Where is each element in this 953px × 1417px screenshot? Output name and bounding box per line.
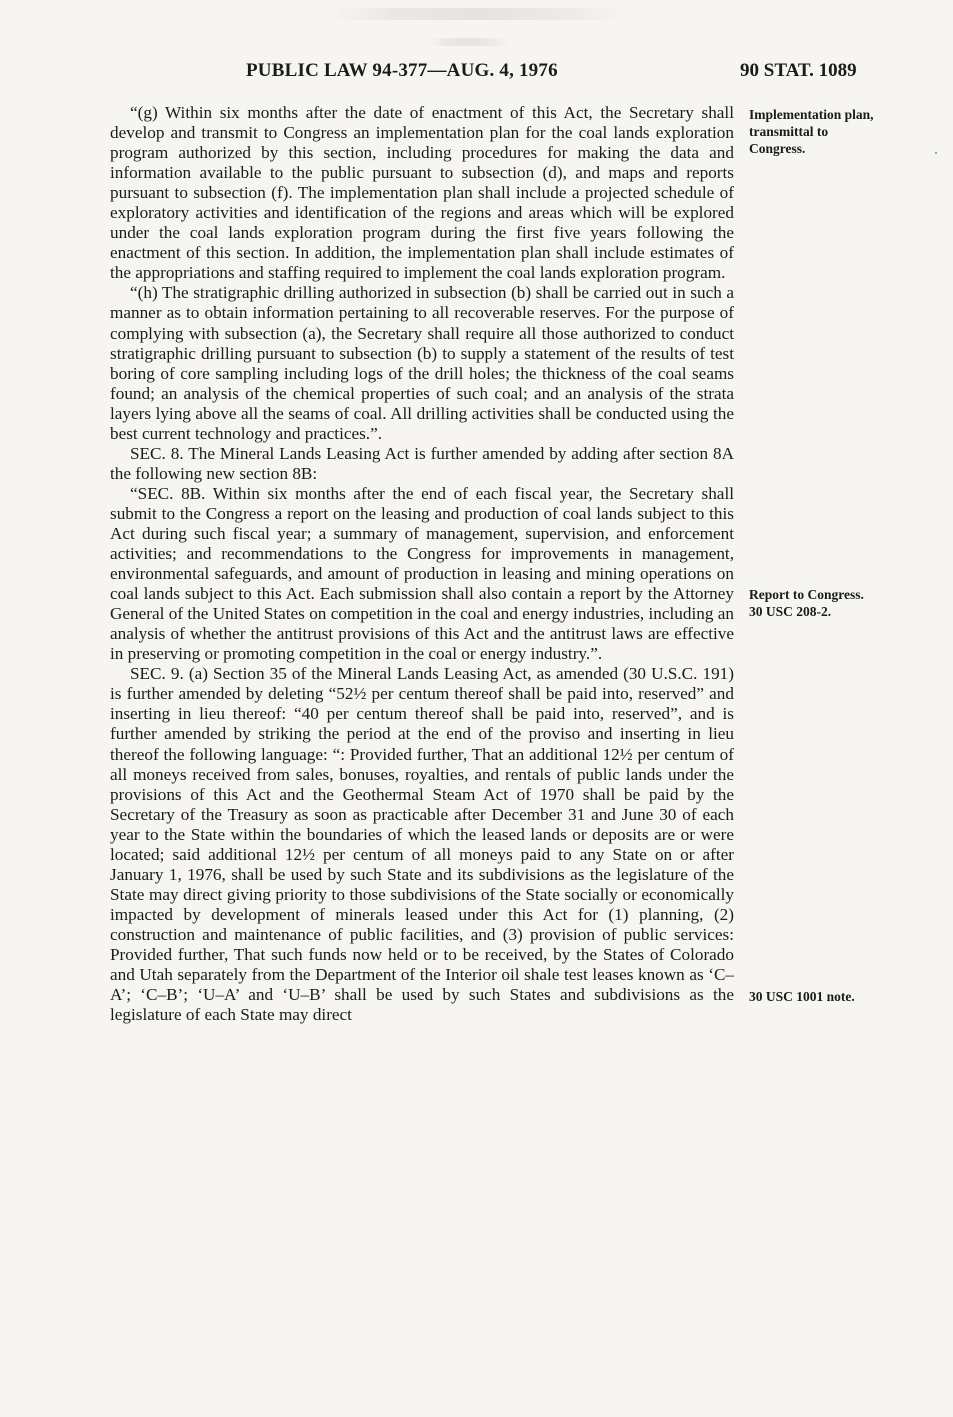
margin-note-report-to-congress: Report to Congress. 30 USC 208-2. (749, 587, 864, 619)
paragraph-h: “(h) The stratigraphic drilling authorized in subsection (b) shall be carried out in such a manner as to obtain information pertaining to all recoverable reserves. For the purpose of complying with subsection (a), the Secretary shall require all those authorized to conduct stratigraphic drilling pursuant to subsection (b) to supply a statement of the results of test boring of core sampling including logs of the drill holes; the thickness of the coal seams found; an analysis of the chemical properties of such coal; and an analysis of the strata layers lying above all the seams of coal. All drilling activities shall be conducted using the best current technology and practices.”. (110, 283, 734, 443)
paragraph-g: “(g) Within six months after the date of enactment of this Act, the Secretary shall develop and transmit to Congress an implementation plan for the coal lands exploration program authorized by this section, including procedures for making the data and information available to the public pursuant to subsection (d), and maps and reports pursuant to subsection (f). The implementation plan shall include a projected schedule of exploratory activities and identification of the regions and areas which will be explored under the coal lands exploration program during the first five years following the enactment of this section. In addition, the implementation plan shall include estimates of the appropriations and staffing required to implement the coal lands exploration program. (110, 103, 734, 283)
running-header-law: PUBLIC LAW 94-377—AUG. 4, 1976 (246, 60, 558, 81)
speck-mark (935, 152, 937, 154)
statute-body (110, 103, 734, 1025)
faint-bleedthrough-mark (330, 8, 630, 20)
running-header-stat: 90 STAT. 1089 (740, 60, 857, 81)
paragraph-sec-8b: “SEC. 8B. Within six months after the end of each fiscal year, the Secretary shall submit to the Congress a report on the leasing and production of coal lands subject to this Act during such fiscal year; a summary of management, supervision, and enforcement activities; and recommendations to the Congress for improvements in management, environmental safeguards, and amount of production in leasing and mining operations on coal lands subject to this Act. Each submission shall also contain a report by the Attorney General of the United States on competition in the coal and energy industries, including an analysis of whether the antitrust provisions of this Act and the antitrust laws are effective in preserving or promoting competition in the coal or energy industry.”. (110, 483, 734, 664)
faint-bleedthrough-mark (430, 38, 510, 46)
paragraph-sec-9: SEC. 9. (a) Section 35 of the Mineral Lands Leasing Act, as amended (30 U.S.C. 191) is further amended by deleting “52½ per centum thereof shall be paid into, reserved” and inserting in lieu thereof: “40 per centum thereof shall be paid into, reserved”, and is further amended by striking the period at the end of the proviso and inserting in lieu thereof the following language: “: Provided further, That an additional 12½ per centum of all moneys received from sales, bonuses, royalties, and rentals of public lands under the provisions of this Act and the Geothermal Steam Act of 1970 shall be paid by the Secretary of the Treasury as soon as practicable after December 31 and June 30 of each year to the State within the boundaries of which the leased lands or deposits are or were located; said additional 12½ per centum of all moneys paid to any State on or after January 1, 1976, shall be used by such State and its subdivisions as the legislature of the State may direct giving priority to those subdivisions of the State socially or economically impacted by development of minerals leased under this Act for (1) planning, (2) construction and maintenance of public facilities, and (3) provision of public services: Provided further, That such funds now held or to be received, by the States of Colorado and Utah separately from the Department of the Interior oil shale test leases known as ‘C–A’; ‘C–B’; ‘U–A’ and ‘U–B’ shall be used by such States and subdivisions as the legislature of each State may direct (110, 664, 734, 1025)
margin-note-implementation-plan: Implementation plan, transmittal to Congress. (749, 107, 874, 156)
paragraph-sec-8: SEC. 8. The Mineral Lands Leasing Act is further amended by adding after section 8A the following new section 8B: (110, 443, 734, 483)
margin-note-usc-1001: 30 USC 1001 note. (749, 989, 855, 1004)
